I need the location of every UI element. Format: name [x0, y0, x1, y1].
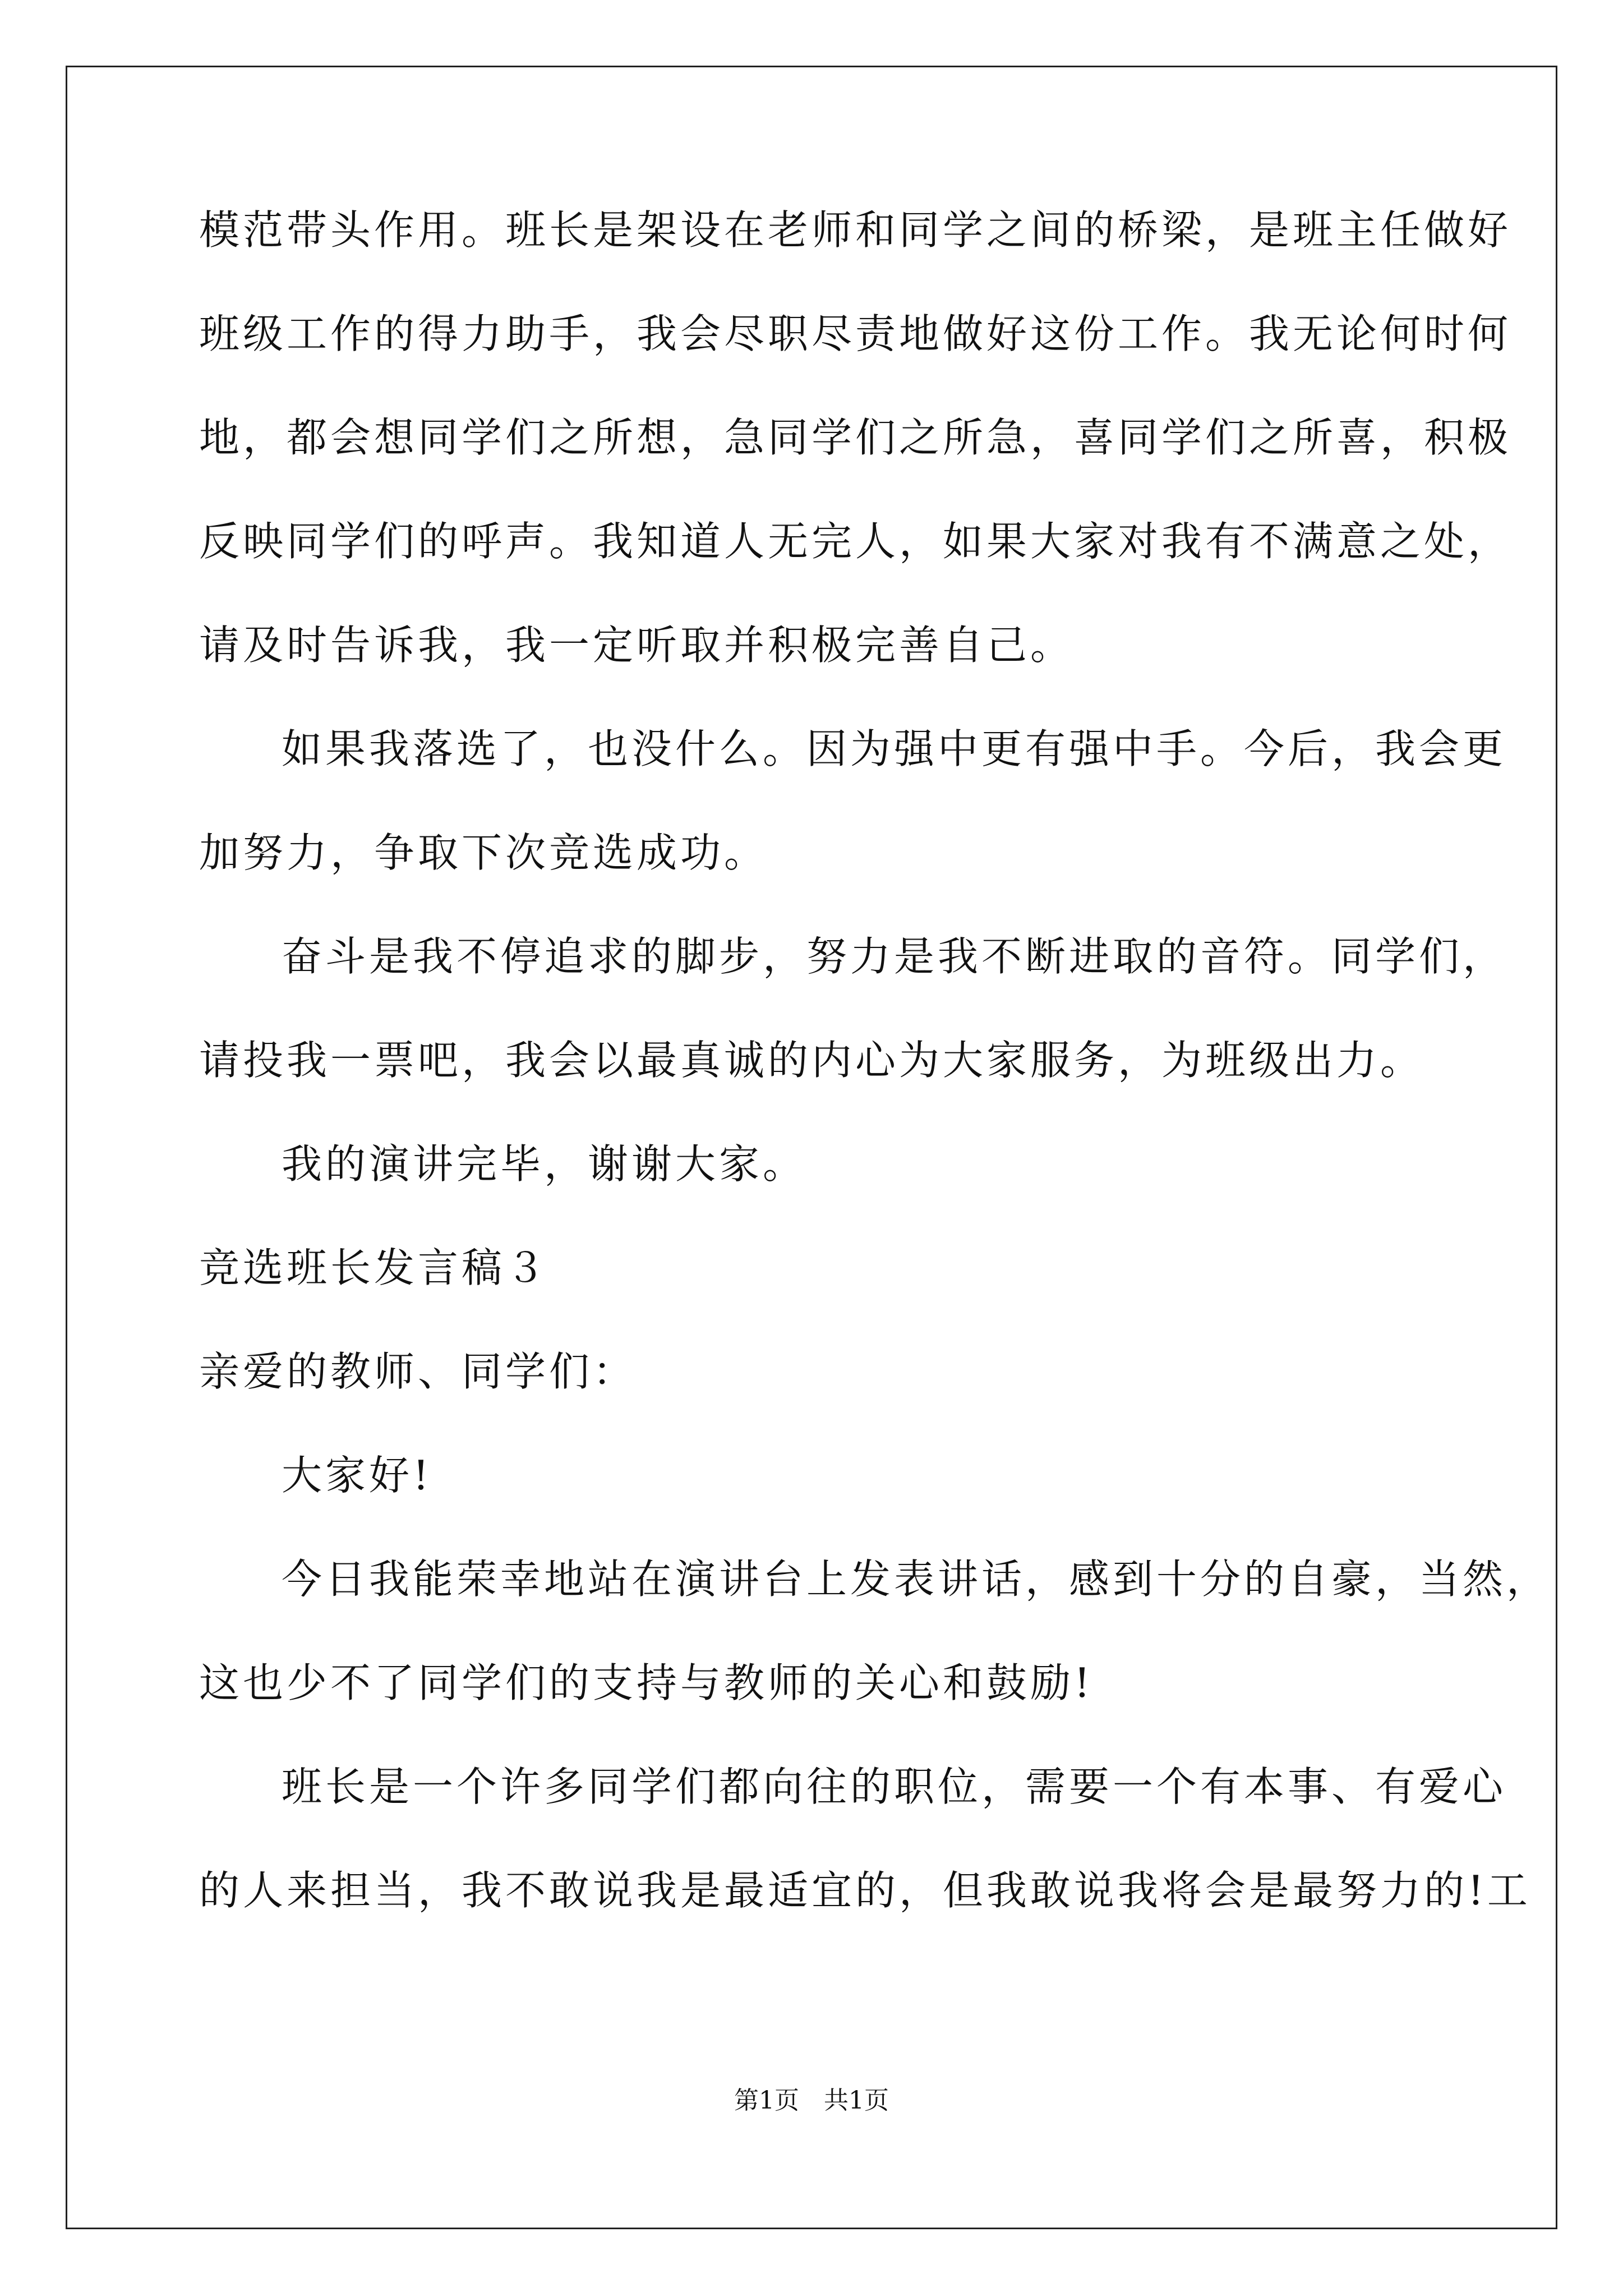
text-line-4: 反映同学们的呼声。我知道人无完人，如果大家对我有不满意之处， — [199, 518, 1512, 565]
paragraph-line-8: 奋斗是我不停追求的脚步，努力是我不断进取的音符。同学们， — [282, 933, 1507, 980]
text-line-5: 请及时告诉我，我一定听取并积极完善自己。 — [199, 622, 1075, 669]
text-line-1: 模范带头作用。班长是架设在老师和同学之间的桥梁，是班主任做好 — [199, 206, 1512, 254]
section-heading: 竞选班长发言稿３ — [199, 1244, 550, 1291]
text-line-17: 的人来担当，我不敢说我是最适宜的，但我敢说我将会是最努力的!工 — [199, 1867, 1531, 1914]
greeting: 大家好! — [282, 1452, 432, 1499]
text-line-15: 这也少不了同学们的支持与教师的关心和鼓励! — [199, 1659, 1094, 1706]
text-line-2: 班级工作的得力助手，我会尽职尽责地做好这份工作。我无论何时何 — [199, 310, 1512, 357]
paragraph-line-6: 如果我落选了，也没什么。因为强中更有强中手。今后，我会更 — [282, 725, 1507, 772]
paragraph-line-10: 我的演讲完毕，谢谢大家。 — [282, 1140, 807, 1188]
text-line-9: 请投我一票吧，我会以最真诚的内心为大家服务，为班级出力。 — [199, 1037, 1424, 1084]
text-line-3: 地，都会想同学们之所想，急同学们之所急，喜同学们之所喜，积极 — [199, 414, 1512, 461]
paragraph-line-14: 今日我能荣幸地站在演讲台上发表讲话，感到十分的自豪，当然， — [282, 1556, 1551, 1603]
paragraph-line-16: 班长是一个许多同学们都向往的职位，需要一个有本事、有爱心 — [282, 1763, 1507, 1810]
salutation: 亲爱的教师、同学们： — [199, 1348, 637, 1395]
page-number-footer: 第1页 共1页 — [734, 2086, 889, 2115]
text-line-7: 加努力，争取下次竞选成功。 — [199, 829, 768, 876]
